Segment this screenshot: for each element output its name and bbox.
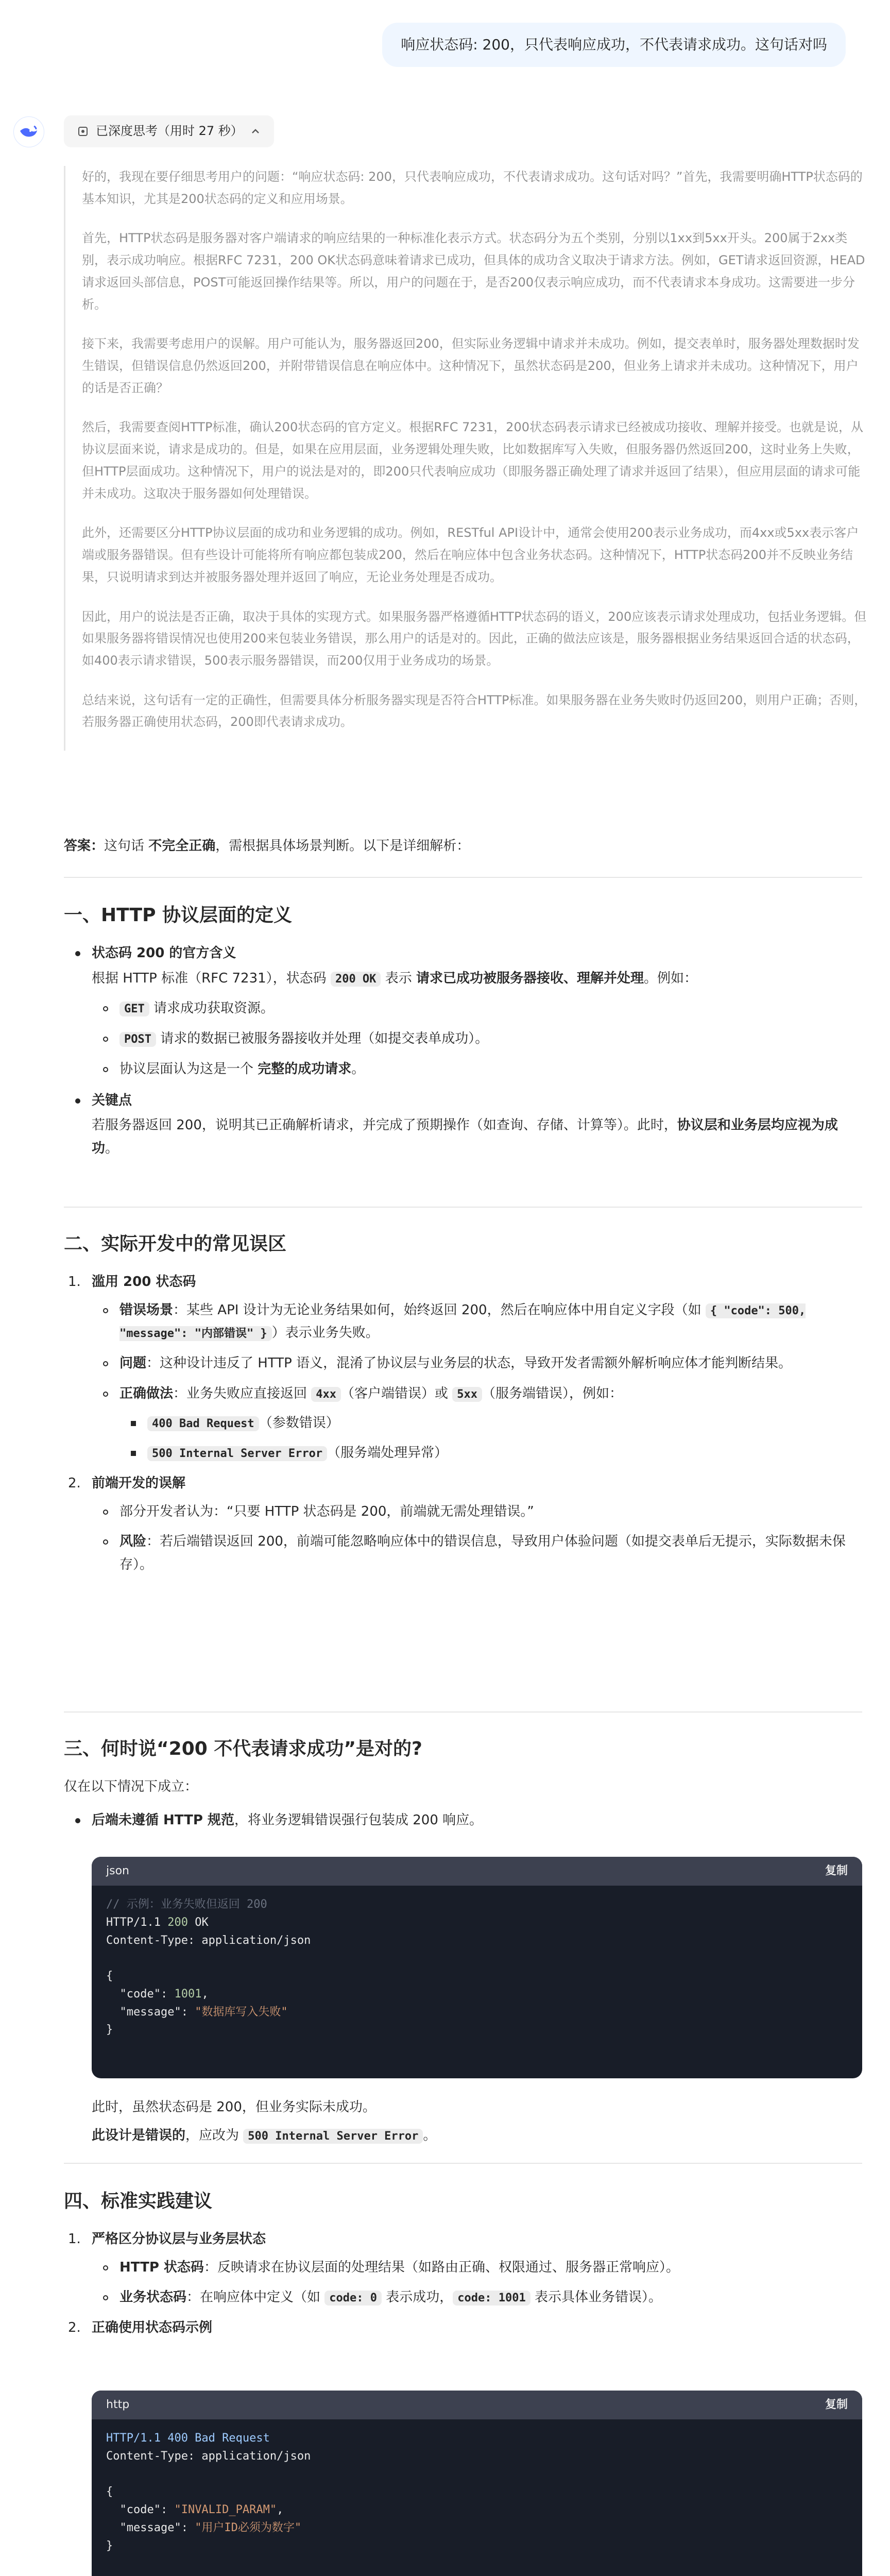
s3-after2-bold: 此设计是错误的 xyxy=(92,2127,186,2143)
code-200-ok: 200 OK xyxy=(331,972,381,987)
divider xyxy=(64,2163,862,2164)
code-line: Content-Type: application/json xyxy=(106,2449,311,2463)
section-4-title: 四、标准实践建议 xyxy=(64,2191,213,2212)
section-1-title: 一、HTTP 协议层面的定义 xyxy=(64,905,292,926)
code-500: 500 Internal Server Error xyxy=(147,1446,327,1461)
code-line: , xyxy=(201,1987,209,2001)
s1-item1-text-b: 表示 xyxy=(381,970,416,986)
s1-item2-bold: 协议层和业务层均应视为成功 xyxy=(92,1117,838,1157)
copy-code-button[interactable]: 复制 xyxy=(825,2398,848,2412)
s4-biz-text-c: 表示具体业务错误）。 xyxy=(530,2290,662,2306)
code-str: "用户ID必须为数字" xyxy=(195,2521,302,2534)
deep-think-icon xyxy=(77,126,89,137)
s2-risk-label: 风险 xyxy=(119,1534,147,1550)
code-5xx: 5xx xyxy=(452,1387,482,1402)
assistant-avatar-icon xyxy=(13,116,44,147)
s2-prob-label: 问题 xyxy=(119,1355,147,1371)
s3-item-text: ，将业务逻辑错误强行包装成 200 响应。 xyxy=(234,1812,483,1828)
section-4-body: 1. 严格区分协议层与业务层状态 HTTP 状态码：反映请求在协议层面的处理结果（如路由正确、权限通过、服务器正常响应）。 业务状态码：在响应体中定义（如 code: 0 表示成功， code: 1001 表示具体业务错误）。 2. 正确使用状态码示例 xyxy=(68,2231,679,2336)
s2-err-label: 错误场景 xyxy=(119,1302,174,1318)
answer-text-2: ，需根据具体场景判断。以下是详细解析： xyxy=(215,838,470,854)
s4-http-label: HTTP 状态码 xyxy=(119,2259,204,2275)
code-error-json: { "code": 500, "message": "内部错误" } xyxy=(119,1304,806,1341)
s1-item1-bold: 请求已成功被服务器接收、理解并处理 xyxy=(416,970,644,986)
s2-fe1-text: 部分开发者认为：“只要 HTTP 状态码是 200，前端就无需处理错误。” xyxy=(119,1503,534,1519)
s1-post-text: 请求的数据已被服务器接收并处理（如提交表单成功）。 xyxy=(156,1031,489,1047)
s3-after1: 此时，虽然状态码是 200，但业务实际未成功。 xyxy=(92,2099,376,2115)
code-key: "code": xyxy=(106,2503,175,2516)
code-get: GET xyxy=(119,1002,149,1016)
thinking-paragraph: 然后，我需要查阅HTTP标准，确认200状态码的官方定义。根据RFC 7231，200状态码表示请求已经被成功接收、理解并接受。也就是说，从协议层面来说，请求是成功的。但是，如果在应用层面，业务逻辑处理失败，比如数据库写入失败，但服务器仍然返回200，这时业务上失败，但HTTP层面成功。这种情况下，用户的说法是对的，即200只代表响应成功（即服务器正确处理了请求并返回了结果），但应用层面的请求可能并未成功。这取决于服务器如何处理错误。 xyxy=(82,420,863,501)
answer-label: 答案： xyxy=(64,838,105,854)
s2-risk-text: ：若后端错误返回 200，前端可能忽略响应体中的错误信息，导致用户体验问题（如提交表单后无提示，实际数据未保存）。 xyxy=(119,1534,846,1573)
section-1-body xyxy=(64,942,862,1160)
thinking-paragraph: 接下来，我需要考虑用户的误解。用户可能认为，服务器返回200，但实际业务逻辑中请求并未成功。例如，提交表单时，服务器处理数据时发生错误，但错误信息仍然返回200，并附带错误信息在响应体中。这种情况下，虽然状态码是200，但业务上请求并未成功。这种情况下，用户的话是否正确？ xyxy=(82,336,860,395)
code-line: { xyxy=(106,2485,113,2499)
thinking-paragraph: 此外，还需要区分HTTP协议层面的成功和业务逻辑的成功。例如，RESTful API设计中，通常会使用200表示业务成功，而4xx或5xx表示客户端或服务器错误。但有些设计可能将所有响应都包装成200，然后在响应体中包含业务状态码。这种情况下，HTTP状态码200并不反映业务结果，只说明请求到达并被服务器处理并返回了响应，无论业务处理是否成功。 xyxy=(82,526,859,584)
code-num: 1001 xyxy=(174,1987,202,2001)
code-comment: // 示例：业务失败但返回 200 xyxy=(106,1898,267,1911)
code-500-b: 500 Internal Server Error xyxy=(243,2129,423,2144)
s4-item2-title: 正确使用状态码示例 xyxy=(92,2320,213,2336)
code-line: Content-Type: application/json xyxy=(106,1934,311,1947)
code-str: "INVALID_PARAM" xyxy=(174,2503,277,2516)
section-3-body xyxy=(64,1775,862,1832)
code-block-header xyxy=(92,2391,862,2419)
s1-item1-text: 根据 HTTP 标准（RFC 7231），状态码 xyxy=(92,970,331,986)
copy-code-button[interactable]: 复制 xyxy=(825,1865,848,1878)
s3-intro: 仅在以下情况下成立： xyxy=(64,1779,198,1794)
s1-item1-title: 状态码 200 的官方含义 xyxy=(92,945,236,961)
answer-bold: 不完全正确 xyxy=(148,838,216,854)
s1-proto-text: 协议层面认为这是一个 xyxy=(119,1061,258,1077)
s1-item2-text: 若服务器返回 200，说明其已正确解析请求，并完成了预期操作（如查询、存储、计算等）。此时， xyxy=(92,1117,677,1133)
code-lang-label: json xyxy=(106,1865,129,1878)
s3-after2-text: ，应改为 xyxy=(185,2127,244,2143)
thinking-paragraph: 好的，我现在要仔细思考用户的问题：“响应状态码: 200，只代表响应成功，不代表请求成功。这句话对吗？”首先，我需要明确HTTP状态码的基本知识，尤其是200状态码的定义和应用场景。 xyxy=(82,170,863,206)
divider xyxy=(64,1207,862,1208)
thinking-content xyxy=(64,166,870,751)
code-line: HTTP/1.1 xyxy=(106,1916,168,1929)
s1-item2-title: 关键点 xyxy=(92,1092,132,1108)
code-4xx: 4xx xyxy=(311,1387,341,1402)
s2-500-text: （服务端处理异常） xyxy=(327,1445,448,1461)
answer-intro xyxy=(64,835,862,858)
code-line: , xyxy=(277,2503,284,2516)
s1-item1-text-c: 。例如： xyxy=(643,970,697,986)
s4-biz-text-b: 表示成功， xyxy=(382,2290,453,2306)
s3-item-label: 后端未遵循 HTTP 规范 xyxy=(92,1812,234,1828)
section-2-title: 二、实际开发中的常见误区 xyxy=(64,1233,287,1255)
code-content xyxy=(92,1886,862,2049)
s2-fix-label: 正确做法 xyxy=(119,1385,174,1401)
code-key: "message": xyxy=(106,2005,195,2019)
code-line: } xyxy=(106,2023,113,2037)
section-2-body: 1. 滥用 200 状态码 错误场景：某些 API 设计为无论业务结果如何，始终返回 200，然后在响应体中用自定义字段（如 { "code": 500, "message": "内部错误" } ）表示业务失败。 问题：这种设计违反了 HTTP 语义，混淆了协议层与业务层的状态，导致开发者需额外解析响应体才能判断结果。 正确做法：业务失败应直接返回 4xx （客户端错误）或 5xx （服务端错误），例如： 400 Bad Request （参数错误） 500 Internal Server Error （服务端处理异常） 2. 前端开发的误解 部分开发者认为：“只要 HTTP 状态码是 200，前端就无需处理错误。” 风险：若后端错误返回 200，前端可能忽略响应体中的错误信息，导致用户体验问题（如提交表单后无提示，实际数据未保存）。 xyxy=(68,1274,846,1573)
code-key: "code": xyxy=(106,1987,175,2001)
s4-biz-label: 业务状态码 xyxy=(119,2290,187,2306)
s2-err-text-b: ）表示业务失败。 xyxy=(271,1325,379,1341)
s2-fix-text-c: （服务端错误），例如： xyxy=(482,1385,623,1401)
code-key: "message": xyxy=(106,2521,195,2534)
thinking-paragraph: 总结来说，这句话有一定的正确性，但需要具体分析服务器实现是否符合HTTP标准。如果服务器在业务失败时仍返回200，则用户正确；否则，若服务器正确使用状态码，200即代表请求成功。 xyxy=(82,692,867,730)
s4-item1-title: 严格区分协议层与业务层状态 xyxy=(92,2231,266,2247)
divider xyxy=(64,877,862,878)
code-lang-label: http xyxy=(106,2398,130,2412)
s4-biz-text: ：在响应体中定义（如 xyxy=(186,2290,325,2306)
section-3-title: 三、何时说“200 不代表请求成功”是对的? xyxy=(64,1738,422,1759)
code-line: } xyxy=(106,2539,113,2552)
s3-after2-end: 。 xyxy=(423,2127,437,2143)
s2-err-text: ：某些 API 设计为无论业务结果如何，始终返回 200，然后在响应体中用自定义字段（如 xyxy=(173,1302,706,1318)
chevron-up-icon xyxy=(250,126,261,137)
s1-proto-bold: 完整的成功请求 xyxy=(258,1061,352,1077)
thinking-toggle-label: 已深度思考（用时 27 秒） xyxy=(96,124,243,139)
code-status: HTTP/1.1 400 Bad Request xyxy=(106,2432,270,2445)
code-line: OK xyxy=(187,1916,209,1929)
code-status-num: 200 xyxy=(167,1916,188,1929)
thinking-paragraph: 因此，用户的说法是否正确，取决于具体的实现方式。如果服务器严格遵循HTTP状态码的语义，200应该表示请求处理成功，包括业务逻辑。但如果服务器将错误情况也使用200来包装业务错误，那么用户的话是对的。因此，正确的做法应该是，服务器根据业务结果返回合适的状态码，如400表示请求错误，500表示服务器错误，而200仅用于业务成功的场景。 xyxy=(82,609,867,668)
code-code-1001: code: 1001 xyxy=(453,2291,530,2306)
code-block-json xyxy=(92,1857,862,2078)
thinking-paragraph: 首先，HTTP状态码是服务器对客户端请求的响应结果的一种标准化表示方式。状态码分为五个类别，分别以1xx到5xx开头。200属于2xx类别，表示成功响应。根据RFC 7231，200 OK状态码意味着请求已成功，但具体的成功含义取决于请求方法。例如，GET请求返回资源，HEAD请求返回头部信息，POST可能返回操作结果等。所以，用户的问题在于，是否200仅表示响应成功，而不代表请求本身成功。这需要进一步分析。 xyxy=(82,231,865,312)
code-str: "数据库写入失败" xyxy=(195,2005,288,2019)
answer-text: 这句话 xyxy=(104,838,149,854)
user-message-text: 响应状态码: 200，只代表响应成功，不代表请求成功。这句话对吗 xyxy=(401,36,827,53)
code-block-header xyxy=(92,1857,862,1886)
s2-400-text: （参数错误） xyxy=(259,1415,339,1431)
s2-item1-title: 滥用 200 状态码 xyxy=(92,1274,196,1290)
code-code-0: code: 0 xyxy=(324,2291,382,2306)
s4-http-text: ：反映请求在协议层面的处理结果（如路由正确、权限通过、服务器正常响应）。 xyxy=(203,2259,679,2275)
s2-fix-text-b: （客户端错误）或 xyxy=(341,1385,453,1401)
code-content xyxy=(92,2419,862,2565)
s1-get-text: 请求成功获取资源。 xyxy=(149,1001,275,1016)
s2-fix-text: ：业务失败应直接返回 xyxy=(173,1385,312,1401)
s2-prob-text: ：这种设计违反了 HTTP 语义，混淆了协议层与业务层的状态，导致开发者需额外解析响应体才能判断结果。 xyxy=(146,1355,792,1371)
divider xyxy=(64,1711,862,1713)
code-post: POST xyxy=(119,1032,156,1047)
code-block-http-400 xyxy=(92,2391,862,2576)
s1-item2-end: 。 xyxy=(105,1141,119,1157)
section-3-after xyxy=(64,2096,862,2147)
s1-proto-end: 。 xyxy=(351,1061,365,1077)
s2-item2-title: 前端开发的误解 xyxy=(92,1476,186,1492)
user-message-bubble xyxy=(382,23,846,67)
code-400: 400 Bad Request xyxy=(147,1416,259,1431)
thinking-toggle-button[interactable] xyxy=(64,115,274,147)
code-line: { xyxy=(106,1970,113,1982)
